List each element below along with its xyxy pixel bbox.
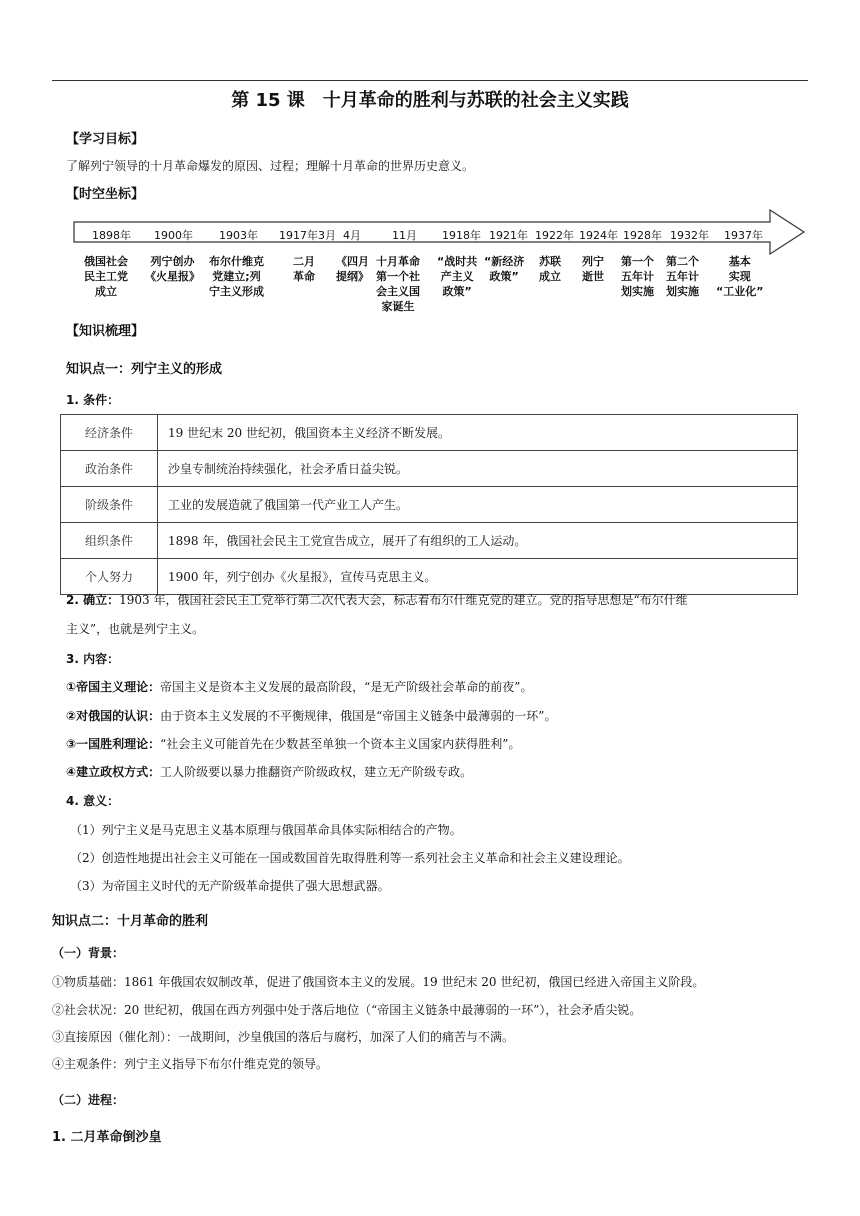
meaning-item: （2）创造性地提出社会主义可能在一国或数国首先取得胜利等一系列社会主义革命和社会主义建设理论。 <box>70 851 630 865</box>
conditions-table <box>60 414 798 595</box>
point1-title: 知识点一：列宁主义的形成 <box>66 362 223 377</box>
timeline-event: 列宁 逝世 <box>582 255 604 283</box>
timeline-event: 基本 实现 “工业化” <box>716 255 764 298</box>
header-rule <box>52 80 808 81</box>
background-item: ③直接原因（催化剂）：一战期间，沙皇俄国的落后与腐朽，加深了人们的痛苦与不满。 <box>52 1030 515 1044</box>
content-item <box>66 735 520 752</box>
background-item: ④主观条件：列宁主义指导下布尔什维克党的领导。 <box>52 1057 329 1071</box>
timeline-event: 布尔什维克 党建立;列 宁主义形成 <box>209 255 264 298</box>
timeline-event: 列宁创办 《火星报》 <box>145 255 200 283</box>
timeline-event: 二月 革命 <box>293 255 315 283</box>
establish-label: 2. 确立： <box>66 593 120 607</box>
timeline-year: 1932年 <box>670 229 709 242</box>
timeline-event: 《四月 提纲》 <box>336 255 369 283</box>
condition-value: 19 世纪末 20 世纪初，俄国资本主义经济不断发展。 <box>158 415 798 451</box>
timeline-event: 十月革命 第一个社 会主义国 家诞生 <box>376 255 420 313</box>
background-title: （一）背景： <box>52 946 125 960</box>
establish-text-2: 主义”，也就是列宁主义。 <box>66 622 205 636</box>
timeline-year: 1918年 <box>442 229 481 242</box>
content-label: ①帝国主义理论： <box>66 680 161 694</box>
content-label: ③一国胜利理论： <box>66 737 161 751</box>
content-text: 帝国主义是资本主义发展的最高阶段，“是无产阶级社会革命的前夜”。 <box>160 680 533 694</box>
condition-value: 1900 年，列宁创办《火星报》，宣传马克思主义。 <box>158 559 798 595</box>
timeline-event: “新经济 政策” <box>484 255 525 283</box>
timeline-event: 第一个 五年计 划实施 <box>621 255 654 298</box>
timeline-year: 4月 <box>343 229 361 242</box>
meaning-item: （1）列宁主义是马克思主义基本原理与俄国革命具体实际相结合的产物。 <box>70 823 462 837</box>
timeline-event: 苏联 成立 <box>539 255 561 283</box>
timeline-year: 1921年 <box>489 229 528 242</box>
process-title: （二）进程： <box>52 1093 125 1107</box>
timeline-year: 1937年 <box>724 229 763 242</box>
timeline-event: “战时共 产主义 政策” <box>437 255 478 298</box>
table-row <box>61 559 798 595</box>
table-row <box>61 451 798 487</box>
establish-line-1 <box>66 591 688 608</box>
timeline-year: 11月 <box>392 229 417 242</box>
table-row <box>61 487 798 523</box>
content-text: 工人阶级要以暴力推翻资产阶级政权，建立无产阶级专政。 <box>160 765 473 779</box>
goals-heading: 【学习目标】 <box>66 132 145 147</box>
timeline-event: 俄国社会 民主工党 成立 <box>84 255 128 298</box>
condition-key: 组织条件 <box>61 523 158 559</box>
condition-key: 个人努力 <box>61 559 158 595</box>
content-item <box>66 678 532 695</box>
conditions-title: 1. 条件： <box>66 393 120 407</box>
timeline-year: 1924年 <box>579 229 618 242</box>
process-subtitle: 1. 二月革命倒沙皇 <box>52 1130 162 1145</box>
point2-title: 知识点二：十月革命的胜利 <box>52 914 209 929</box>
timeline-heading: 【时空坐标】 <box>66 187 145 202</box>
table-row <box>61 415 798 451</box>
condition-value: 工业的发展造就了俄国第一代产业工人产生。 <box>158 487 798 523</box>
table-row <box>61 523 798 559</box>
page-title: 第 15 课 十月革命的胜利与苏联的社会主义实践 <box>231 90 629 111</box>
condition-key: 经济条件 <box>61 415 158 451</box>
background-item: ②社会状况：20 世纪初，俄国在西方列强中处于落后地位（“帝国主义链条中最薄弱的一环”），社会矛盾尖锐。 <box>52 1003 642 1017</box>
background-item: ①物质基础：1861 年俄国农奴制改革，促进了俄国资本主义的发展。19 世纪末 20 世纪初，俄国已经进入帝国主义阶段。 <box>52 975 705 989</box>
timeline-year: 1928年 <box>623 229 662 242</box>
goals-text: 了解列宁领导的十月革命爆发的原因、过程；理解十月革命的世界历史意义。 <box>66 159 475 173</box>
condition-key: 阶级条件 <box>61 487 158 523</box>
knowledge-heading: 【知识梳理】 <box>66 324 145 339</box>
content-item <box>66 707 556 724</box>
meaning-title: 4. 意义： <box>66 794 120 808</box>
timeline-event: 第二个 五年计 划实施 <box>666 255 699 298</box>
timeline-year: 1898年 <box>92 229 131 242</box>
establish-text-1: 1903 年，俄国社会民主工党举行第二次代表大会，标志着布尔什维克党的建立。党的指导思想是“布尔什维 <box>119 593 688 607</box>
timeline-year: 1917年3月 <box>279 229 336 242</box>
condition-value: 1898 年，俄国社会民主工党宣告成立，展开了有组织的工人运动。 <box>158 523 798 559</box>
meaning-item: （3）为帝国主义时代的无产阶级革命提供了强大思想武器。 <box>70 879 390 893</box>
content-label: ④建立政权方式： <box>66 765 161 779</box>
timeline-year: 1900年 <box>154 229 193 242</box>
content-label: ②对俄国的认识： <box>66 709 161 723</box>
timeline-year: 1922年 <box>535 229 574 242</box>
content-title: 3. 内容： <box>66 652 120 666</box>
content-text: 由于资本主义发展的不平衡规律，俄国是“帝国主义链条中最薄弱的一环”。 <box>160 709 557 723</box>
condition-value: 沙皇专制统治持续强化，社会矛盾日益尖锐。 <box>158 451 798 487</box>
condition-key: 政治条件 <box>61 451 158 487</box>
content-item <box>66 763 472 780</box>
content-text: “社会主义可能首先在少数甚至单独一个资本主义国家内获得胜利”。 <box>160 737 521 751</box>
timeline-year: 1903年 <box>219 229 258 242</box>
